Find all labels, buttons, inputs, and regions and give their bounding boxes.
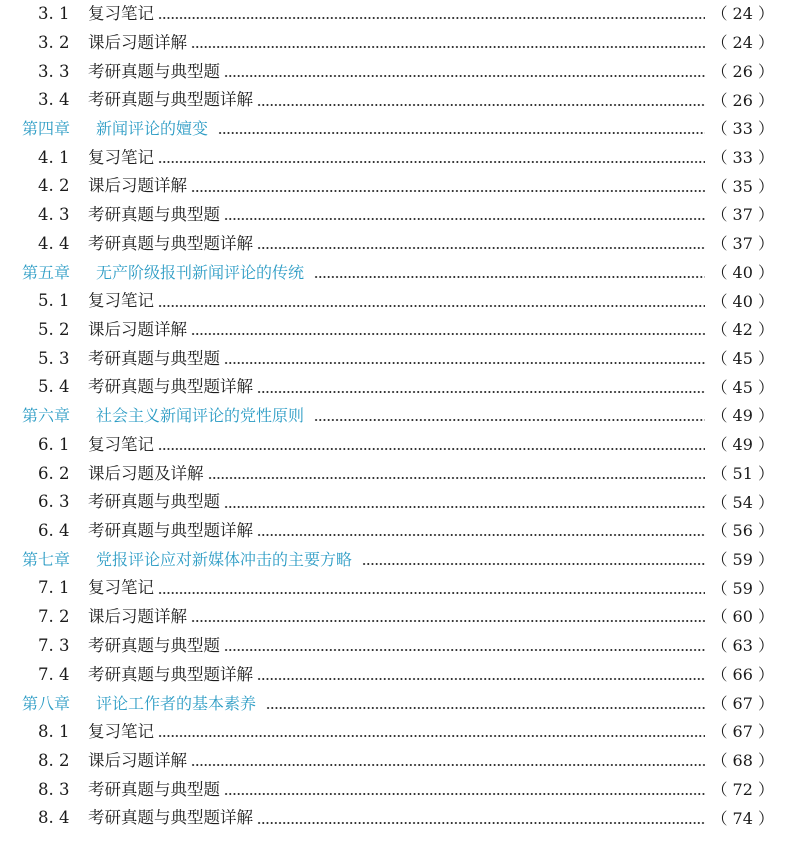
page-number: （ 40 ）	[711, 262, 774, 282]
section-number: 8. 1	[38, 722, 70, 742]
section-number: 5. 2	[38, 320, 70, 339]
page-number: （ 33 ）	[711, 119, 774, 139]
toc-section-row[interactable]	[0, 804, 790, 833]
page-number: （ 35 ）	[711, 176, 774, 196]
page-number: （ 59 ）	[711, 550, 774, 570]
dot-leader	[257, 104, 705, 106]
section-title: 课后习题详解	[88, 750, 187, 770]
section-title: 课后习题详解	[88, 176, 187, 196]
section-title: 考研真题与典型题	[88, 61, 220, 81]
dot-leader	[224, 362, 705, 364]
page-number: （ 72 ）	[711, 779, 774, 799]
section-number: 4. 2	[38, 176, 70, 196]
page-number: （ 37 ）	[711, 234, 774, 254]
section-number: 6. 2	[38, 463, 70, 483]
chapter-title: 无产阶级报刊新闻评论的传统	[96, 262, 305, 282]
toc-section-row[interactable]	[0, 517, 790, 546]
section-title: 课后习题详解	[88, 607, 187, 627]
section-number: 4. 4	[38, 233, 70, 253]
section-number: 4. 3	[38, 205, 70, 225]
section-number: 5. 3	[38, 348, 70, 368]
toc-chapter-row[interactable]	[0, 689, 790, 718]
dot-leader	[266, 707, 705, 709]
section-title: 考研真题与典型题详解	[88, 377, 253, 397]
dot-leader	[362, 563, 705, 565]
dot-leader	[224, 649, 705, 651]
section-title: 复习笔记	[88, 4, 154, 24]
section-title: 考研真题与典型题	[88, 492, 220, 512]
dot-leader	[191, 190, 705, 192]
section-title: 考研真题与典型题	[88, 779, 220, 799]
dot-leader	[158, 735, 705, 737]
section-title: 考研真题与典型题详解	[88, 90, 253, 110]
dot-leader	[257, 822, 705, 824]
toc-section-row[interactable]	[0, 230, 790, 259]
section-title: 复习笔记	[88, 722, 154, 742]
toc-section-row[interactable]	[0, 603, 790, 632]
toc-section-row[interactable]	[0, 775, 790, 804]
page-number: （ 67 ）	[711, 722, 774, 742]
section-number: 7. 4	[38, 664, 70, 684]
dot-leader	[158, 305, 705, 307]
toc-section-row[interactable]	[0, 488, 790, 517]
page-number: （ 37 ）	[711, 205, 774, 225]
dot-leader	[257, 534, 705, 536]
page-number: （ 42 ）	[711, 320, 774, 340]
page-number: （ 60 ）	[711, 607, 774, 627]
dot-leader	[224, 218, 705, 220]
section-number: 8. 3	[38, 779, 70, 799]
dot-leader	[224, 793, 705, 795]
toc-section-row[interactable]	[0, 57, 790, 86]
toc-section-row[interactable]	[0, 316, 790, 345]
page-number: （ 67 ）	[711, 693, 774, 713]
chapter-number: 第六章	[22, 406, 71, 426]
toc-section-row[interactable]	[0, 460, 790, 489]
dot-leader	[224, 506, 705, 508]
section-title: 课后习题详解	[88, 32, 187, 52]
dot-leader	[158, 161, 705, 163]
section-title: 课后习题详解	[88, 320, 187, 339]
section-number: 5. 4	[38, 377, 70, 397]
section-title: 考研真题与典型题	[88, 635, 220, 655]
page-number: （ 26 ）	[711, 90, 774, 110]
chapter-number: 第七章	[22, 550, 71, 570]
section-title: 复习笔记	[88, 291, 154, 311]
chapter-title: 党报评论应对新媒体冲击的主要方略	[96, 550, 353, 570]
toc-section-row[interactable]	[0, 201, 790, 230]
section-number: 6. 4	[38, 521, 70, 541]
dot-leader	[257, 391, 705, 393]
page-number: （ 49 ）	[711, 406, 774, 426]
toc-chapter-row[interactable]	[0, 258, 790, 287]
dot-leader	[191, 620, 705, 622]
dot-leader	[314, 419, 705, 421]
section-number: 7. 3	[38, 635, 70, 655]
section-number: 8. 4	[38, 808, 70, 828]
section-title: 考研真题与典型题详解	[88, 521, 253, 541]
section-title: 复习笔记	[88, 578, 154, 598]
page-number: （ 59 ）	[711, 578, 774, 598]
section-title: 考研真题与典型题详解	[88, 664, 253, 684]
dot-leader	[158, 592, 705, 594]
page-number: （ 24 ）	[711, 4, 774, 24]
section-title: 课后习题及详解	[88, 463, 204, 483]
toc-chapter-row[interactable]	[0, 115, 790, 144]
dot-leader	[257, 247, 705, 249]
page-number: （ 68 ）	[711, 751, 774, 771]
section-number: 3. 3	[38, 61, 70, 81]
section-number: 5. 1	[38, 291, 70, 311]
page-number: （ 33 ）	[711, 147, 774, 167]
toc-section-row[interactable]	[0, 172, 790, 201]
section-title: 考研真题与典型题详解	[88, 233, 253, 253]
page-number: （ 66 ）	[711, 664, 774, 684]
toc-section-row[interactable]	[0, 86, 790, 115]
dot-leader	[191, 46, 705, 48]
section-title: 复习笔记	[88, 434, 154, 454]
toc-section-row[interactable]	[0, 345, 790, 374]
page-number: （ 63 ）	[711, 636, 774, 656]
section-number: 6. 1	[38, 434, 70, 454]
dot-leader	[218, 132, 705, 134]
page-number: （ 24 ）	[711, 33, 774, 53]
dot-leader	[208, 477, 706, 479]
dot-leader	[158, 17, 705, 19]
section-number: 7. 1	[38, 578, 70, 598]
toc-section-row[interactable]	[0, 574, 790, 603]
dot-leader	[314, 276, 705, 278]
dot-leader	[191, 764, 705, 766]
chapter-title: 评论工作者的基本素养	[96, 693, 257, 713]
section-number: 3. 2	[38, 32, 70, 52]
section-number: 6. 3	[38, 492, 70, 512]
page-number: （ 26 ）	[711, 61, 774, 81]
toc-chapter-row[interactable]	[0, 402, 790, 431]
toc-section-row[interactable]	[0, 747, 790, 776]
chapter-number: 第八章	[22, 693, 71, 713]
section-title: 考研真题与典型题	[88, 348, 220, 368]
section-title: 复习笔记	[88, 147, 154, 167]
toc-section-row[interactable]	[0, 144, 790, 173]
dot-leader	[158, 448, 705, 450]
chapter-number: 第四章	[22, 119, 71, 139]
page-number: （ 54 ）	[711, 492, 774, 512]
section-number: 8. 2	[38, 750, 70, 770]
toc-section-row[interactable]	[0, 632, 790, 661]
dot-leader	[224, 75, 705, 77]
section-number: 4. 1	[38, 147, 70, 167]
chapter-title: 社会主义新闻评论的党性原则	[96, 406, 305, 426]
toc-chapter-row[interactable]	[0, 546, 790, 575]
chapter-title: 新闻评论的嬗变	[96, 119, 209, 139]
chapter-number: 第五章	[22, 262, 71, 282]
toc-section-row[interactable]	[0, 29, 790, 58]
section-title: 考研真题与典型题	[88, 205, 220, 225]
page-number: （ 45 ）	[711, 377, 774, 397]
section-number: 3. 1	[38, 4, 70, 24]
toc-section-row[interactable]	[0, 718, 790, 747]
toc-section-row[interactable]	[0, 661, 790, 690]
section-title: 考研真题与典型题详解	[88, 808, 253, 828]
toc-section-row[interactable]	[0, 287, 790, 316]
page-number: （ 40 ）	[711, 291, 774, 311]
page-number: （ 56 ）	[711, 521, 774, 541]
page-number: （ 74 ）	[711, 808, 774, 828]
page-number: （ 45 ）	[711, 348, 774, 368]
toc-section-row[interactable]	[0, 373, 790, 402]
toc-section-row[interactable]	[0, 0, 790, 29]
page-number: （ 49 ）	[711, 435, 774, 455]
dot-leader	[257, 678, 705, 680]
page-number: （ 51 ）	[711, 463, 774, 483]
section-number: 7. 2	[38, 607, 70, 627]
section-number: 3. 4	[38, 90, 70, 110]
dot-leader	[191, 333, 705, 335]
toc-section-row[interactable]	[0, 431, 790, 460]
